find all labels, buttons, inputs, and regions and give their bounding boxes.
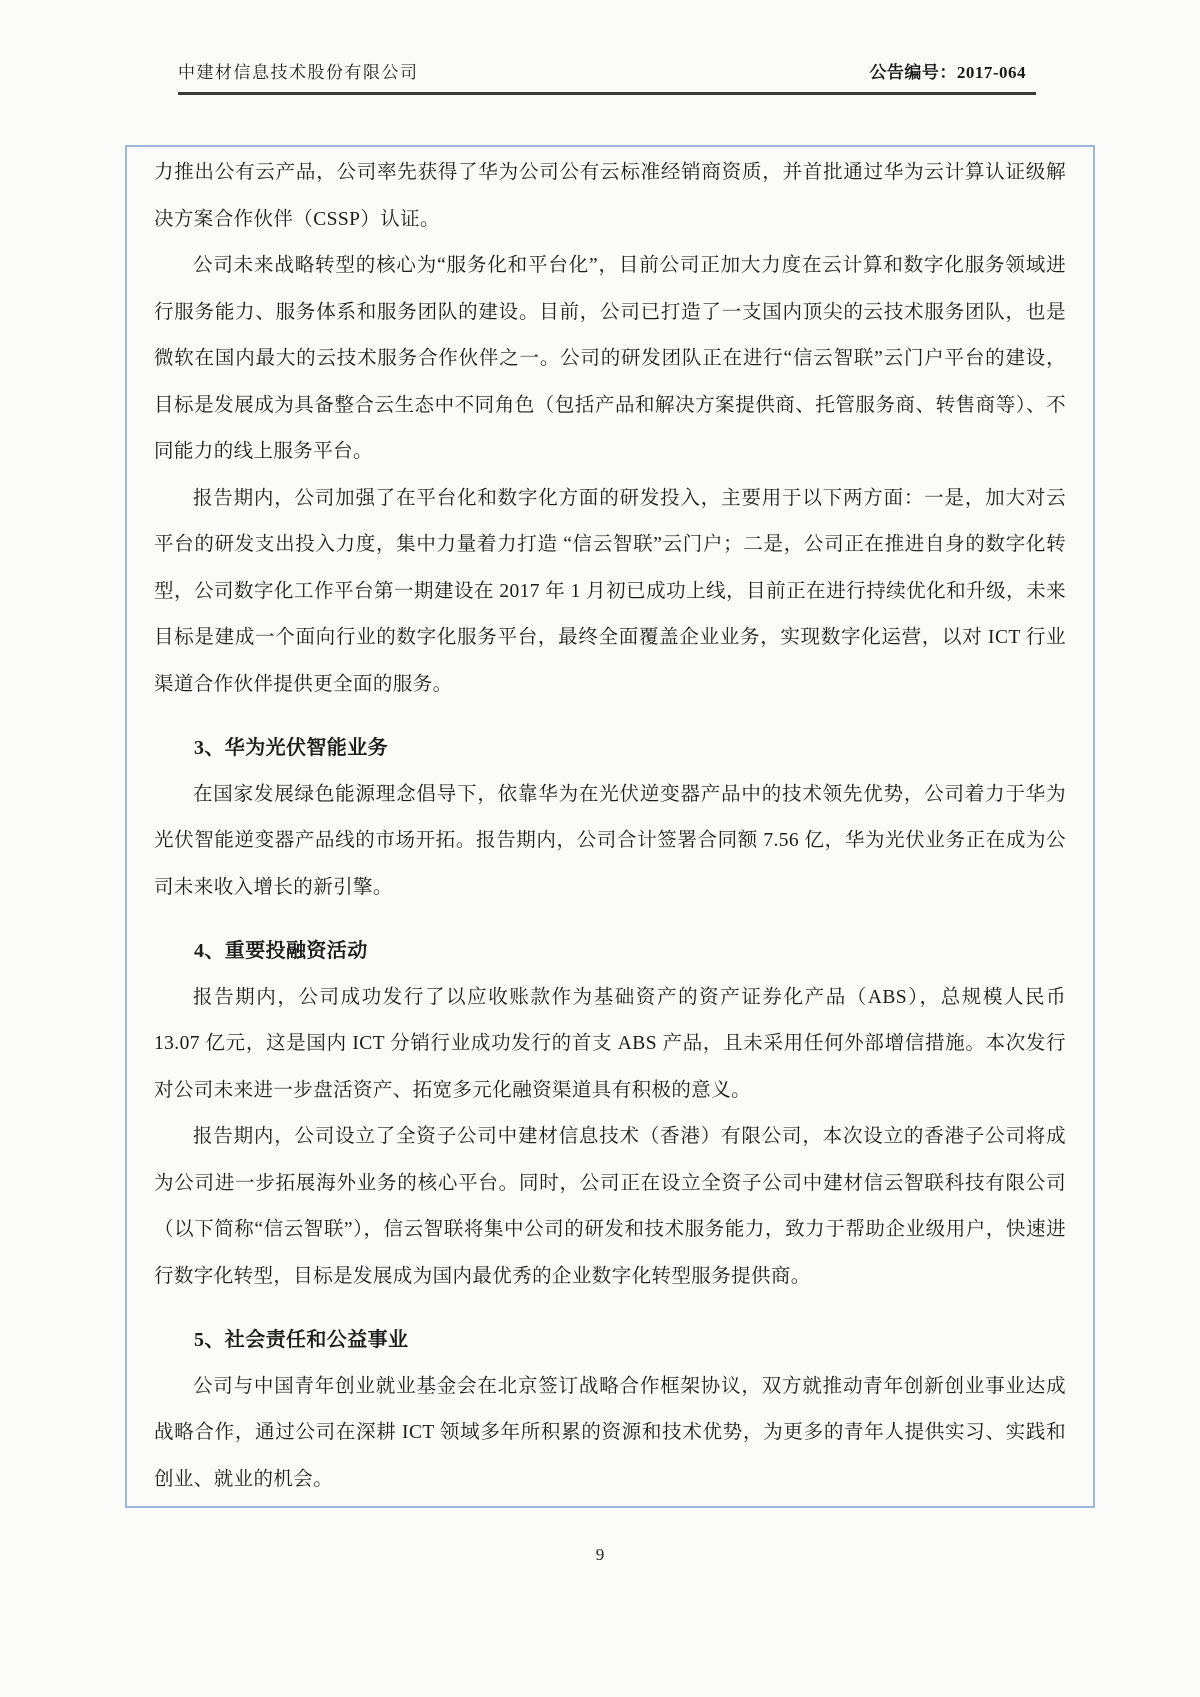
document-header xyxy=(178,58,1036,95)
paragraph-rd-investment: 报告期内，公司加强了在平台化和数字化方面的研发投入，主要用于以下两方面：一是，加大对云平台的研发支出投入力度，集中力量着力打造 “信云智联”云门户；二是，公司正在推进自身的数字化转型，公司数字化工作平台第一期建设在 2017 年 1 月初已成功上线，目前正在进行持续优化和升级，未来目标是建成一个面向行业的数字化服务平台，最终全面覆盖企业业务，实现数字化运营，以对 ICT 行业渠道合作伙伴提供更全面的服务。 xyxy=(154,487,1066,695)
paragraph-abs-issuance: 报告期内，公司成功发行了以应收账款作为基础资产的资产证券化产品（ABS），总规模人民币 13.07 亿元，这是国内 ICT 分销行业成功发行的首支 ABS 产品，且未采用任何外部增信措施。本次发行对公司未来进一步盘活资产、拓宽多元化融资渠道具有积极的意义。 xyxy=(154,986,1066,1101)
page-number: 9 xyxy=(595,1545,605,1564)
section-heading-investment-financing: 4、重要投融资活动 xyxy=(194,940,368,962)
page-footer xyxy=(0,1545,1200,1565)
section-heading-social-responsibility: 5、社会责任和公益事业 xyxy=(194,1329,409,1351)
section-heading-huawei-pv: 3、华为光伏智能业务 xyxy=(194,737,388,759)
paragraph-cloud-certification: 力推出公有云产品，公司率先获得了华为公司公有云标准经销商资质，并首批通过华为云计算认证级解决方案合作伙伴（CSSP）认证。 xyxy=(154,162,1066,230)
company-name: 中建材信息技术股份有限公司 xyxy=(178,63,419,82)
paragraph-strategy-transformation: 公司未来战略转型的核心为“服务化和平台化”，目前公司正加大力度在云计算和数字化服务领域进行服务能力、服务体系和服务团队的建设。目前，公司已打造了一支国内顶尖的云技术服务团队，也是微软在国内最大的云技术服务合作伙伴之一。公司的研发团队正在进行“信云智联”云门户平台的建设，目标是发展成为具备整合云生态中不同角色（包括产品和解决方案提供商、托管服务商、转售商等）、不同能力的线上服务平台。 xyxy=(154,255,1066,462)
announcement-number: 公告编号：2017-064 xyxy=(869,63,1026,82)
paragraph-huawei-pv-business: 在国家发展绿色能源理念倡导下，依靠华为在光伏逆变器产品中的技术领先优势，公司着力于华为光伏智能逆变器产品线的市场开拓。报告期内，公司合计签署合同额 7.56 亿，华为光伏业务正在成为公司未来收入增长的新引擎。 xyxy=(154,783,1066,898)
paragraph-youth-foundation: 公司与中国青年创业就业基金会在北京签订战略合作框架协议，双方就推动青年创新创业事业达成战略合作，通过公司在深耕 ICT 领域多年所积累的资源和技术优势，为更多的青年人提供实习、实践和创业、就业的机会。 xyxy=(154,1375,1066,1490)
paragraph-subsidiaries: 报告期内，公司设立了全资子公司中建材信息技术（香港）有限公司，本次设立的香港子公司将成为公司进一步拓展海外业务的核心平台。同时，公司正在设立全资子公司中建材信云智联科技有限公司（以下简称“信云智联”），信云智联将集中公司的研发和技术服务能力，致力于帮助企业级用户，快速进行数字化转型，目标是发展成为国内最优秀的企业数字化转型服务提供商。 xyxy=(154,1126,1066,1287)
announcement-body-box xyxy=(125,145,1095,1508)
